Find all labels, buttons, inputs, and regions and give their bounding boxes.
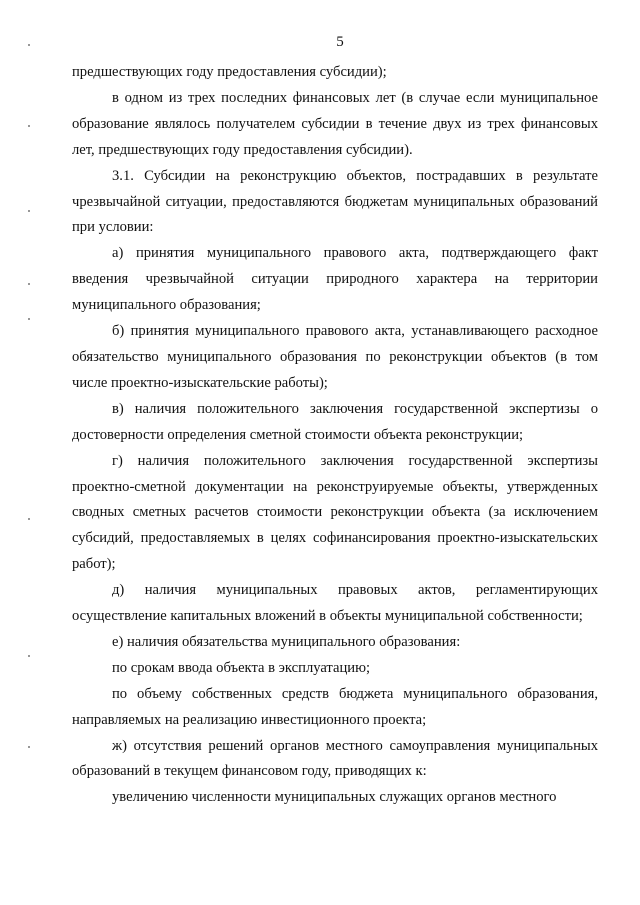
- margin-mark: [28, 125, 30, 127]
- margin-mark: [28, 655, 30, 657]
- paragraph: по объему собственных средств бюджета муниципального образования, направляемых на реализацию инвестиционного проекта;: [72, 685, 598, 728]
- paragraph: б) принятия муниципального правового акта, устанавливающего расходное обязательство муниципального образования по реконструкции объектов (в том числе проектно-изыскательские работы);: [72, 323, 598, 391]
- margin-mark: [28, 210, 30, 212]
- paragraph: в одном из трех последних финансовых лет (в случае если муниципальное образование являлось получателем субсидии в течение двух из трех финансовых лет, предшествующих году предоставления субсидии).: [72, 89, 598, 158]
- paragraph: предшествующих году предоставления субсидии);: [72, 64, 387, 80]
- paragraph: е) наличия обязательства муниципального образования:: [112, 633, 461, 650]
- margin-mark: [28, 318, 30, 320]
- paragraph: увеличению численности муниципальных служащих органов местного: [112, 789, 557, 806]
- margin-mark: [28, 44, 30, 46]
- margin-mark: [28, 518, 30, 520]
- margin-mark: [28, 283, 30, 285]
- paragraph: д) наличия муниципальных правовых актов, регламентирующих осуществление капитальных вложений в объекты муниципальной собственности;: [72, 582, 598, 625]
- paragraph: в) наличия положительного заключения государственной экспертизы о достоверности определения сметной стоимости объекта реконструкции;: [72, 400, 598, 443]
- paragraph: ж) отсутствия решений органов местного самоуправления муниципальных образований в текущем финансовом году, приводящих к:: [72, 737, 598, 780]
- margin-mark: [28, 746, 30, 748]
- document-body: [72, 60, 598, 811]
- page-number: 5: [336, 34, 344, 50]
- paragraph: г) наличия положительного заключения государственной экспертизы проектно-сметной документации на реконструируемые объекты, утвержденных сводных сметных расчетов стоимости реконструкции объекта (за исключением субсидий, предоставляемых в целях софинансирования проектно-изыскательских работ);: [72, 452, 598, 573]
- paragraph: 3.1. Субсидии на реконструкцию объектов, пострадавших в результате чрезвычайной ситуации, предоставляются бюджетам муниципальных образований при условии:: [72, 167, 598, 236]
- paragraph: а) принятия муниципального правового акта, подтверждающего факт введения чрезвычайной ситуации природного характера на территории муниципального образования;: [72, 245, 598, 314]
- paragraph: по срокам ввода объекта в эксплуатацию;: [112, 659, 371, 676]
